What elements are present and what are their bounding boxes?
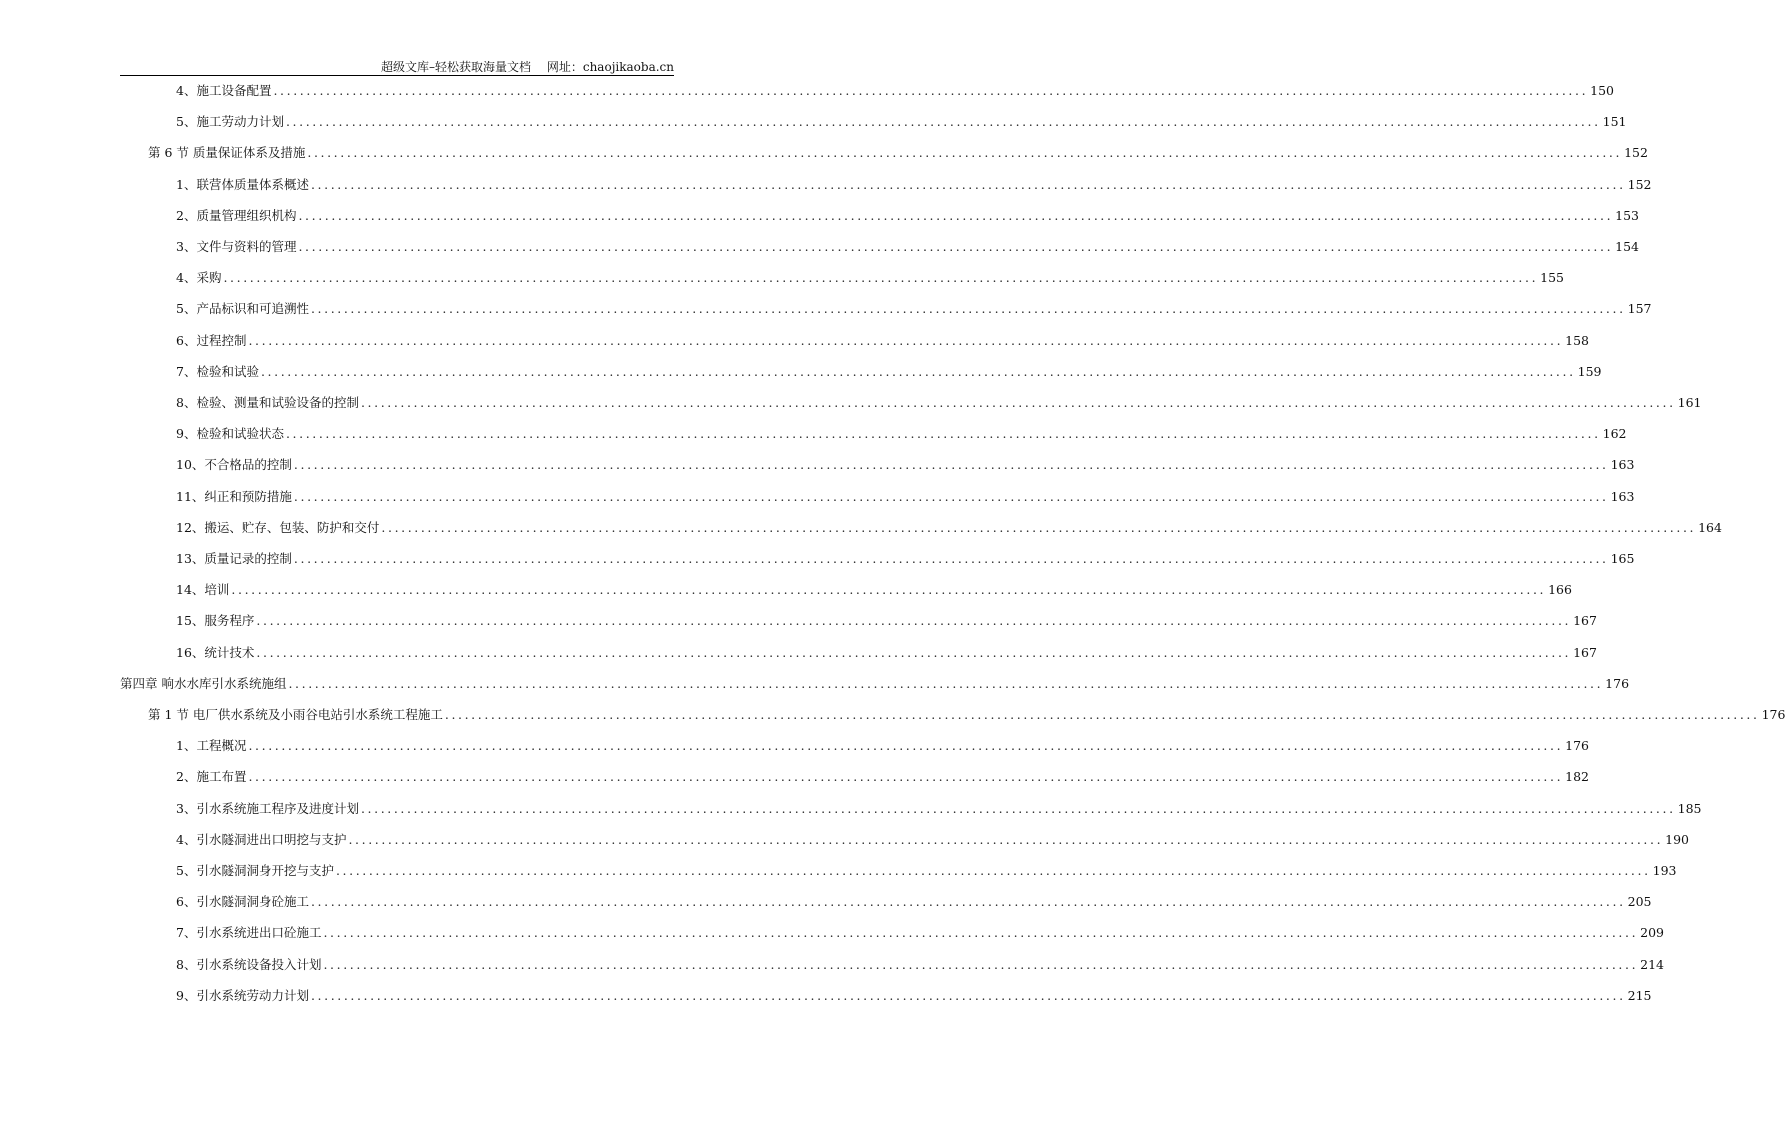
toc-entry-number: 8、 — [176, 395, 197, 410]
toc-entry-page: 215 — [1627, 987, 1652, 1003]
toc-entry-number: 7、 — [176, 363, 197, 379]
toc-entry-page: 166 — [1548, 582, 1572, 598]
toc-leader-dots: ........................................................................................................................................................................................................ — [381, 519, 1697, 535]
toc-leader-dots: ........................................................................................................................................................................................................ — [444, 707, 1760, 722]
toc-entry-page: 165 — [1610, 551, 1635, 566]
toc-entry-number: 10、 — [176, 457, 205, 473]
toc-leader-dots: ........................................................................................................................................................................................................ — [348, 831, 1664, 847]
toc-entry-number: 4、 — [176, 831, 197, 847]
toc-entry[interactable] — [176, 488, 1635, 506]
toc-entry-page: 185 — [1677, 800, 1702, 816]
toc-entry[interactable] — [176, 737, 1590, 755]
toc-leader-dots: ........................................................................................................................................................................................................ — [293, 551, 1609, 566]
toc-entry-title: 统计技术 — [204, 644, 255, 660]
toc-leader-dots: ........................................................................................................................................................................................................ — [310, 894, 1626, 910]
toc-entry[interactable] — [176, 332, 1590, 350]
toc-entry-number: 7、 — [176, 925, 197, 941]
toc-entry[interactable] — [176, 238, 1640, 256]
toc-leader-dots: ........................................................................................................................................................................................................ — [285, 426, 1601, 442]
toc-entry[interactable] — [176, 956, 1665, 974]
toc-entry-page: 151 — [1602, 114, 1627, 130]
toc-entry-title: 检验和试验 — [196, 363, 259, 379]
toc-entry-page: 176 — [1605, 675, 1630, 691]
toc-entry[interactable] — [176, 425, 1627, 443]
toc-leader-dots: ........................................................................................................................................................................................................ — [256, 644, 1572, 660]
toc-entry-title: 过程控制 — [196, 332, 247, 348]
toc-entry[interactable] — [176, 831, 1690, 849]
toc-entry-title: 引水系统设备投入计划 — [196, 956, 322, 972]
toc-entry[interactable] — [176, 300, 1652, 318]
toc-entry[interactable] — [176, 893, 1652, 911]
toc-entry-page: 157 — [1627, 301, 1652, 317]
toc-entry-page: 193 — [1652, 863, 1677, 878]
toc-leader-dots: ........................................................................................................................................................................................................ — [323, 925, 1639, 941]
toc-leader-dots: ........................................................................................................................................................................................................ — [360, 800, 1676, 816]
toc-entry[interactable] — [176, 176, 1652, 194]
toc-entry-title: 不合格品的控制 — [204, 457, 292, 473]
toc-entry-title: 联营体质量体系概述 — [196, 176, 309, 192]
toc-entry-title: 施工设备配置 — [196, 83, 272, 98]
toc-entry-title: 采购 — [196, 270, 222, 286]
toc-leader-dots: ........................................................................................................................................................................................................ — [260, 363, 1576, 379]
toc-entry-number: 14、 — [176, 582, 205, 598]
toc-entry-page: 167 — [1573, 644, 1597, 660]
toc-entry-number: 3、 — [176, 800, 197, 816]
toc-entry-page: 182 — [1565, 769, 1590, 785]
toc-entry-title: 引水隧洞洞身开挖与支护 — [196, 863, 334, 878]
toc-entry[interactable] — [176, 800, 1702, 818]
toc-leader-dots: ........................................................................................................................................................................................................ — [307, 145, 1623, 161]
toc-entry-title: 引水系统劳动力计划 — [196, 987, 309, 1003]
page-header — [120, 56, 674, 76]
toc-entry[interactable] — [176, 394, 1702, 412]
toc-leader-dots: ........................................................................................................................................................................................................ — [248, 738, 1564, 754]
toc-entry-number: 1、 — [176, 738, 197, 754]
toc-entry-page: 159 — [1577, 363, 1602, 379]
toc-entry-page: 163 — [1610, 457, 1635, 473]
toc-entry-title: 产品标识和可追溯性 — [196, 301, 309, 317]
toc-entry[interactable] — [176, 768, 1590, 786]
toc-entry-title: 引水系统施工程序及进度计划 — [196, 800, 359, 816]
toc-entry[interactable] — [176, 207, 1640, 225]
toc-entry[interactable] — [176, 550, 1635, 568]
toc-entry-title: 培训 — [204, 582, 230, 598]
toc-entry[interactable] — [176, 82, 1615, 100]
toc-entry-page: 164 — [1698, 519, 1722, 535]
toc-leader-dots: ........................................................................................................................................................................................................ — [323, 956, 1639, 972]
toc-leader-dots: ........................................................................................................................................................................................................ — [248, 332, 1564, 348]
toc-entry-number: 16、 — [176, 644, 205, 660]
toc-entry-number: 8、 — [176, 956, 197, 972]
toc-entry-page: 154 — [1615, 239, 1640, 254]
toc-leader-dots: ........................................................................................................................................................................................................ — [231, 582, 1547, 598]
toc-leader-dots: ........................................................................................................................................................................................................ — [293, 488, 1609, 504]
toc-entry-number: 3、 — [176, 239, 197, 254]
toc-entry[interactable] — [176, 644, 1597, 662]
toc-leader-dots: ........................................................................................................................................................................................................ — [360, 395, 1676, 410]
toc-entry-title: 施工布置 — [196, 769, 247, 785]
toc-entry-page: 190 — [1665, 831, 1690, 847]
toc-entry-title: 引水隧洞洞身砼施工 — [196, 894, 309, 910]
toc-entry-title: 第四章 响水水库引水系统施组 — [120, 675, 287, 691]
toc-entry-title: 施工劳动力计划 — [196, 114, 284, 130]
toc-entry-page: 209 — [1640, 925, 1665, 941]
toc-entry[interactable] — [176, 363, 1602, 381]
toc-entry-number: 9、 — [176, 426, 197, 442]
toc-leader-dots: ........................................................................................................................................................................................................ — [256, 613, 1572, 629]
toc-entry[interactable] — [176, 519, 1722, 537]
toc-leader-dots: ........................................................................................................................................................................................................ — [273, 83, 1589, 98]
toc-entry-title: 纠正和预防措施 — [204, 488, 292, 504]
toc-entry[interactable] — [176, 987, 1652, 1005]
toc-entry-title: 搬运、贮存、包装、防护和交付 — [204, 519, 380, 535]
toc-entry-number: 1、 — [176, 176, 197, 192]
toc-leader-dots: ........................................................................................................................................................................................................ — [298, 239, 1614, 254]
toc-entry-page: 162 — [1602, 426, 1627, 442]
toc-leader-dots: ........................................................................................................................................................................................................ — [223, 270, 1539, 286]
toc-entry[interactable] — [176, 269, 1565, 287]
toc-entry-number: 12、 — [176, 519, 205, 535]
toc-leader-dots: ........................................................................................................................................................................................................ — [288, 675, 1604, 691]
toc-entry-page: 161 — [1677, 395, 1702, 410]
toc-entry-number: 6、 — [176, 332, 197, 348]
toc-entry-page: 167 — [1573, 613, 1597, 629]
toc-entry-page: 163 — [1610, 488, 1635, 504]
toc-entry-number: 5、 — [176, 863, 197, 878]
toc-entry-page: 152 — [1627, 176, 1652, 192]
toc-entry-page: 153 — [1615, 207, 1640, 223]
toc-entry[interactable] — [176, 456, 1635, 474]
toc-entry-page: 158 — [1565, 332, 1590, 348]
toc-entry[interactable] — [176, 924, 1665, 942]
toc-entry-page: 205 — [1627, 894, 1652, 910]
toc-entry-title: 检验、测量和试验设备的控制 — [196, 395, 359, 410]
toc-entry[interactable] — [176, 113, 1627, 131]
toc-entry-title: 文件与资料的管理 — [196, 239, 297, 254]
toc-entry-number: 5、 — [176, 301, 197, 317]
toc-leader-dots: ........................................................................................................................................................................................................ — [310, 301, 1626, 317]
toc-entry-title: 检验和试验状态 — [196, 426, 284, 442]
toc-entry-title: 质量管理组织机构 — [196, 207, 297, 223]
toc-leader-dots: ........................................................................................................................................................................................................ — [310, 987, 1626, 1003]
toc-entry[interactable] — [176, 581, 1572, 599]
toc-entry-title: 质量记录的控制 — [204, 551, 292, 566]
toc-entry[interactable] — [148, 706, 1785, 724]
header-text: 超级文库–轻松获取海量文档 网址：chaojikaoba.cn — [381, 60, 674, 74]
toc-entry-page: 150 — [1590, 83, 1615, 98]
toc-leader-dots: ........................................................................................................................................................................................................ — [293, 457, 1609, 473]
toc-leader-dots: ........................................................................................................................................................................................................ — [298, 207, 1614, 223]
toc-entry-number: 11、 — [176, 488, 205, 504]
toc-entry-title: 引水系统进出口砼施工 — [196, 925, 322, 941]
toc-entry-title: 第 1 节 电厂供水系统及小雨谷电站引水系统工程施工 — [148, 707, 443, 722]
toc-leader-dots: ........................................................................................................................................................................................................ — [285, 114, 1601, 130]
toc-entry-number: 6、 — [176, 894, 197, 910]
toc-entry[interactable] — [176, 612, 1597, 630]
toc-entry[interactable] — [148, 144, 1648, 162]
toc-entry-number: 13、 — [176, 551, 205, 566]
toc-entry-number: 2、 — [176, 769, 197, 785]
toc-entry-number: 2、 — [176, 207, 197, 223]
toc-entry-page: 176 — [1565, 738, 1590, 754]
toc-entry-title: 引水隧洞进出口明挖与支护 — [196, 831, 347, 847]
toc-entry-page: 155 — [1540, 270, 1565, 286]
toc-entry-number: 5、 — [176, 114, 197, 130]
toc-entry-title: 服务程序 — [204, 613, 255, 629]
toc-entry-number: 4、 — [176, 270, 197, 286]
toc-entry-number: 15、 — [176, 613, 205, 629]
toc-entry-number: 4、 — [176, 83, 197, 98]
toc-entry-page: 152 — [1624, 145, 1648, 161]
toc-entry[interactable] — [176, 862, 1677, 880]
toc-leader-dots: ........................................................................................................................................................................................................ — [310, 176, 1626, 192]
toc-entry-title: 工程概况 — [196, 738, 247, 754]
toc-entry-page: 176 — [1761, 707, 1785, 722]
toc-entry[interactable] — [120, 675, 1630, 693]
toc-leader-dots: ........................................................................................................................................................................................................ — [248, 769, 1564, 785]
toc-entry-number: 9、 — [176, 987, 197, 1003]
toc-leader-dots: ........................................................................................................................................................................................................ — [335, 863, 1651, 878]
toc-entry-page: 214 — [1640, 956, 1665, 972]
toc-entry-title: 第 6 节 质量保证体系及措施 — [148, 145, 306, 161]
